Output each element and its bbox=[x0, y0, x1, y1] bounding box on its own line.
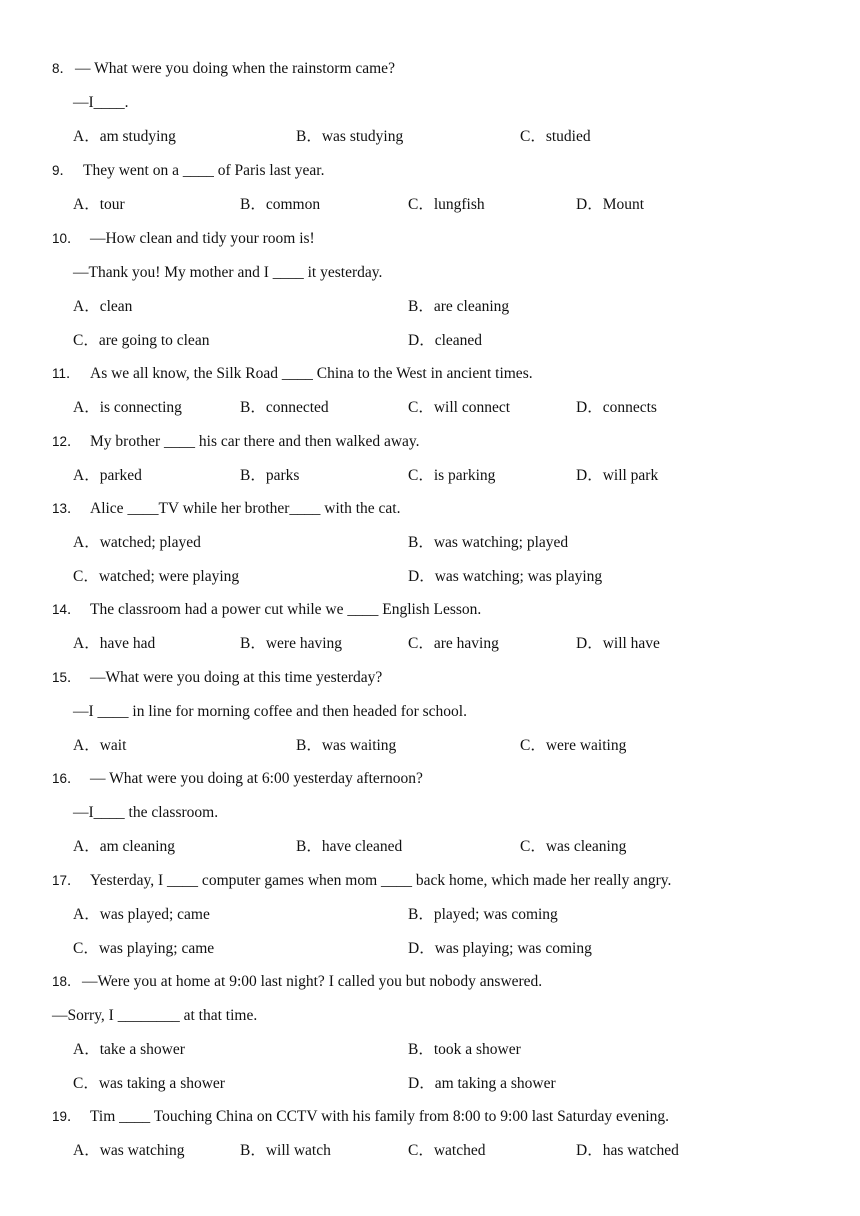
question-number: 10． bbox=[52, 231, 81, 246]
question-stem: — What were you doing at 6:00 yesterday afternoon? bbox=[90, 770, 423, 787]
option-a[interactable]: A．have had bbox=[73, 635, 156, 652]
option-a[interactable]: A．am cleaning bbox=[73, 838, 176, 855]
question-number: 8． bbox=[52, 61, 74, 76]
option-b[interactable]: B．took a shower bbox=[408, 1041, 521, 1058]
option-b[interactable]: B．was studying bbox=[296, 128, 404, 145]
option-b[interactable]: B．was waiting bbox=[296, 737, 397, 754]
option-d[interactable]: D．has watched bbox=[576, 1142, 679, 1159]
question-stem: —Were you at home at 9:00 last night? I called you but nobody answered. bbox=[82, 973, 543, 990]
option-d[interactable]: D．was watching; was playing bbox=[408, 568, 603, 585]
option-d[interactable]: D．was playing; was coming bbox=[408, 940, 592, 957]
dialogue-text: —Sorry, I ________ at that time. bbox=[52, 1007, 258, 1024]
option-b[interactable]: B．will watch bbox=[240, 1142, 331, 1159]
option-b[interactable]: B．parks bbox=[240, 467, 300, 484]
question-stem: Yesterday, I ____ computer games when mom ____ back home, which made her really angry. bbox=[90, 872, 672, 889]
option-b[interactable]: B．connected bbox=[240, 399, 329, 416]
option-b[interactable]: B．are cleaning bbox=[408, 298, 510, 315]
dialogue-text: —I____ the classroom. bbox=[73, 804, 219, 821]
dialogue-text: —I____. bbox=[73, 94, 129, 111]
question-number: 13． bbox=[52, 501, 81, 516]
question-stem: Tim ____ Touching China on CCTV with his family from 8:00 to 9:00 last Saturday evening. bbox=[90, 1108, 670, 1125]
option-c[interactable]: C．watched; were playing bbox=[73, 568, 240, 585]
dialogue-text: —Thank you! My mother and I ____ it yesterday. bbox=[73, 264, 383, 281]
question-number: 18． bbox=[52, 974, 81, 989]
option-a[interactable]: A．was played; came bbox=[73, 906, 210, 923]
question-number: 15． bbox=[52, 670, 81, 685]
dialogue-text: —I ____ in line for morning coffee and then headed for school. bbox=[73, 703, 467, 720]
option-c[interactable]: C．will connect bbox=[408, 399, 511, 416]
option-c[interactable]: C．was cleaning bbox=[520, 838, 627, 855]
option-a[interactable]: A．parked bbox=[73, 467, 142, 484]
option-c[interactable]: C．studied bbox=[520, 128, 591, 145]
option-a[interactable]: A．clean bbox=[73, 298, 133, 315]
option-b[interactable]: B．played; was coming bbox=[408, 906, 558, 923]
question-number: 9． bbox=[52, 163, 74, 178]
question-stem: — What were you doing when the rainstorm came? bbox=[75, 60, 395, 77]
option-c[interactable]: C．watched bbox=[408, 1142, 486, 1159]
option-b[interactable]: B．were having bbox=[240, 635, 343, 652]
option-a[interactable]: A．take a shower bbox=[73, 1041, 185, 1058]
question-stem: The classroom had a power cut while we ____ English Lesson. bbox=[90, 601, 482, 618]
option-c[interactable]: C．was playing; came bbox=[73, 940, 215, 957]
option-d[interactable]: D．Mount bbox=[576, 196, 645, 213]
question-number: 19． bbox=[52, 1109, 81, 1124]
option-c[interactable]: C．is parking bbox=[408, 467, 496, 484]
question-stem: As we all know, the Silk Road ____ China to the West in ancient times. bbox=[90, 365, 533, 382]
question-stem: They went on a ____ of Paris last year. bbox=[83, 162, 325, 179]
option-d[interactable]: D．will park bbox=[576, 467, 659, 484]
option-a[interactable]: A．watched; played bbox=[73, 534, 201, 551]
question-stem: —What were you doing at this time yesterday? bbox=[90, 669, 383, 686]
question-stem: My brother ____ his car there and then walked away. bbox=[90, 433, 420, 450]
option-d[interactable]: D．am taking a shower bbox=[408, 1075, 556, 1092]
option-a[interactable]: A．is connecting bbox=[73, 399, 182, 416]
option-c[interactable]: C．were waiting bbox=[520, 737, 627, 754]
question-number: 14． bbox=[52, 602, 81, 617]
option-b[interactable]: B．have cleaned bbox=[296, 838, 403, 855]
option-d[interactable]: D．cleaned bbox=[408, 332, 483, 349]
question-stem: Alice ____TV while her brother____ with the cat. bbox=[90, 500, 401, 517]
option-a[interactable]: A．am studying bbox=[73, 128, 176, 145]
question-number: 11． bbox=[52, 366, 80, 381]
option-c[interactable]: C．are having bbox=[408, 635, 499, 652]
option-c[interactable]: C．was taking a shower bbox=[73, 1075, 225, 1092]
option-a[interactable]: A．wait bbox=[73, 737, 127, 754]
question-number: 16． bbox=[52, 771, 81, 786]
question-number: 17． bbox=[52, 873, 81, 888]
question-number: 12． bbox=[52, 434, 81, 449]
option-c[interactable]: C．are going to clean bbox=[73, 332, 210, 349]
option-d[interactable]: D．will have bbox=[576, 635, 660, 652]
question-stem: —How clean and tidy your room is! bbox=[90, 230, 315, 247]
option-a[interactable]: A．was watching bbox=[73, 1142, 185, 1159]
option-a[interactable]: A．tour bbox=[73, 196, 125, 213]
option-b[interactable]: B．was watching; played bbox=[408, 534, 569, 551]
option-b[interactable]: B．common bbox=[240, 196, 321, 213]
option-c[interactable]: C．lungfish bbox=[408, 196, 485, 213]
option-d[interactable]: D．connects bbox=[576, 399, 657, 416]
